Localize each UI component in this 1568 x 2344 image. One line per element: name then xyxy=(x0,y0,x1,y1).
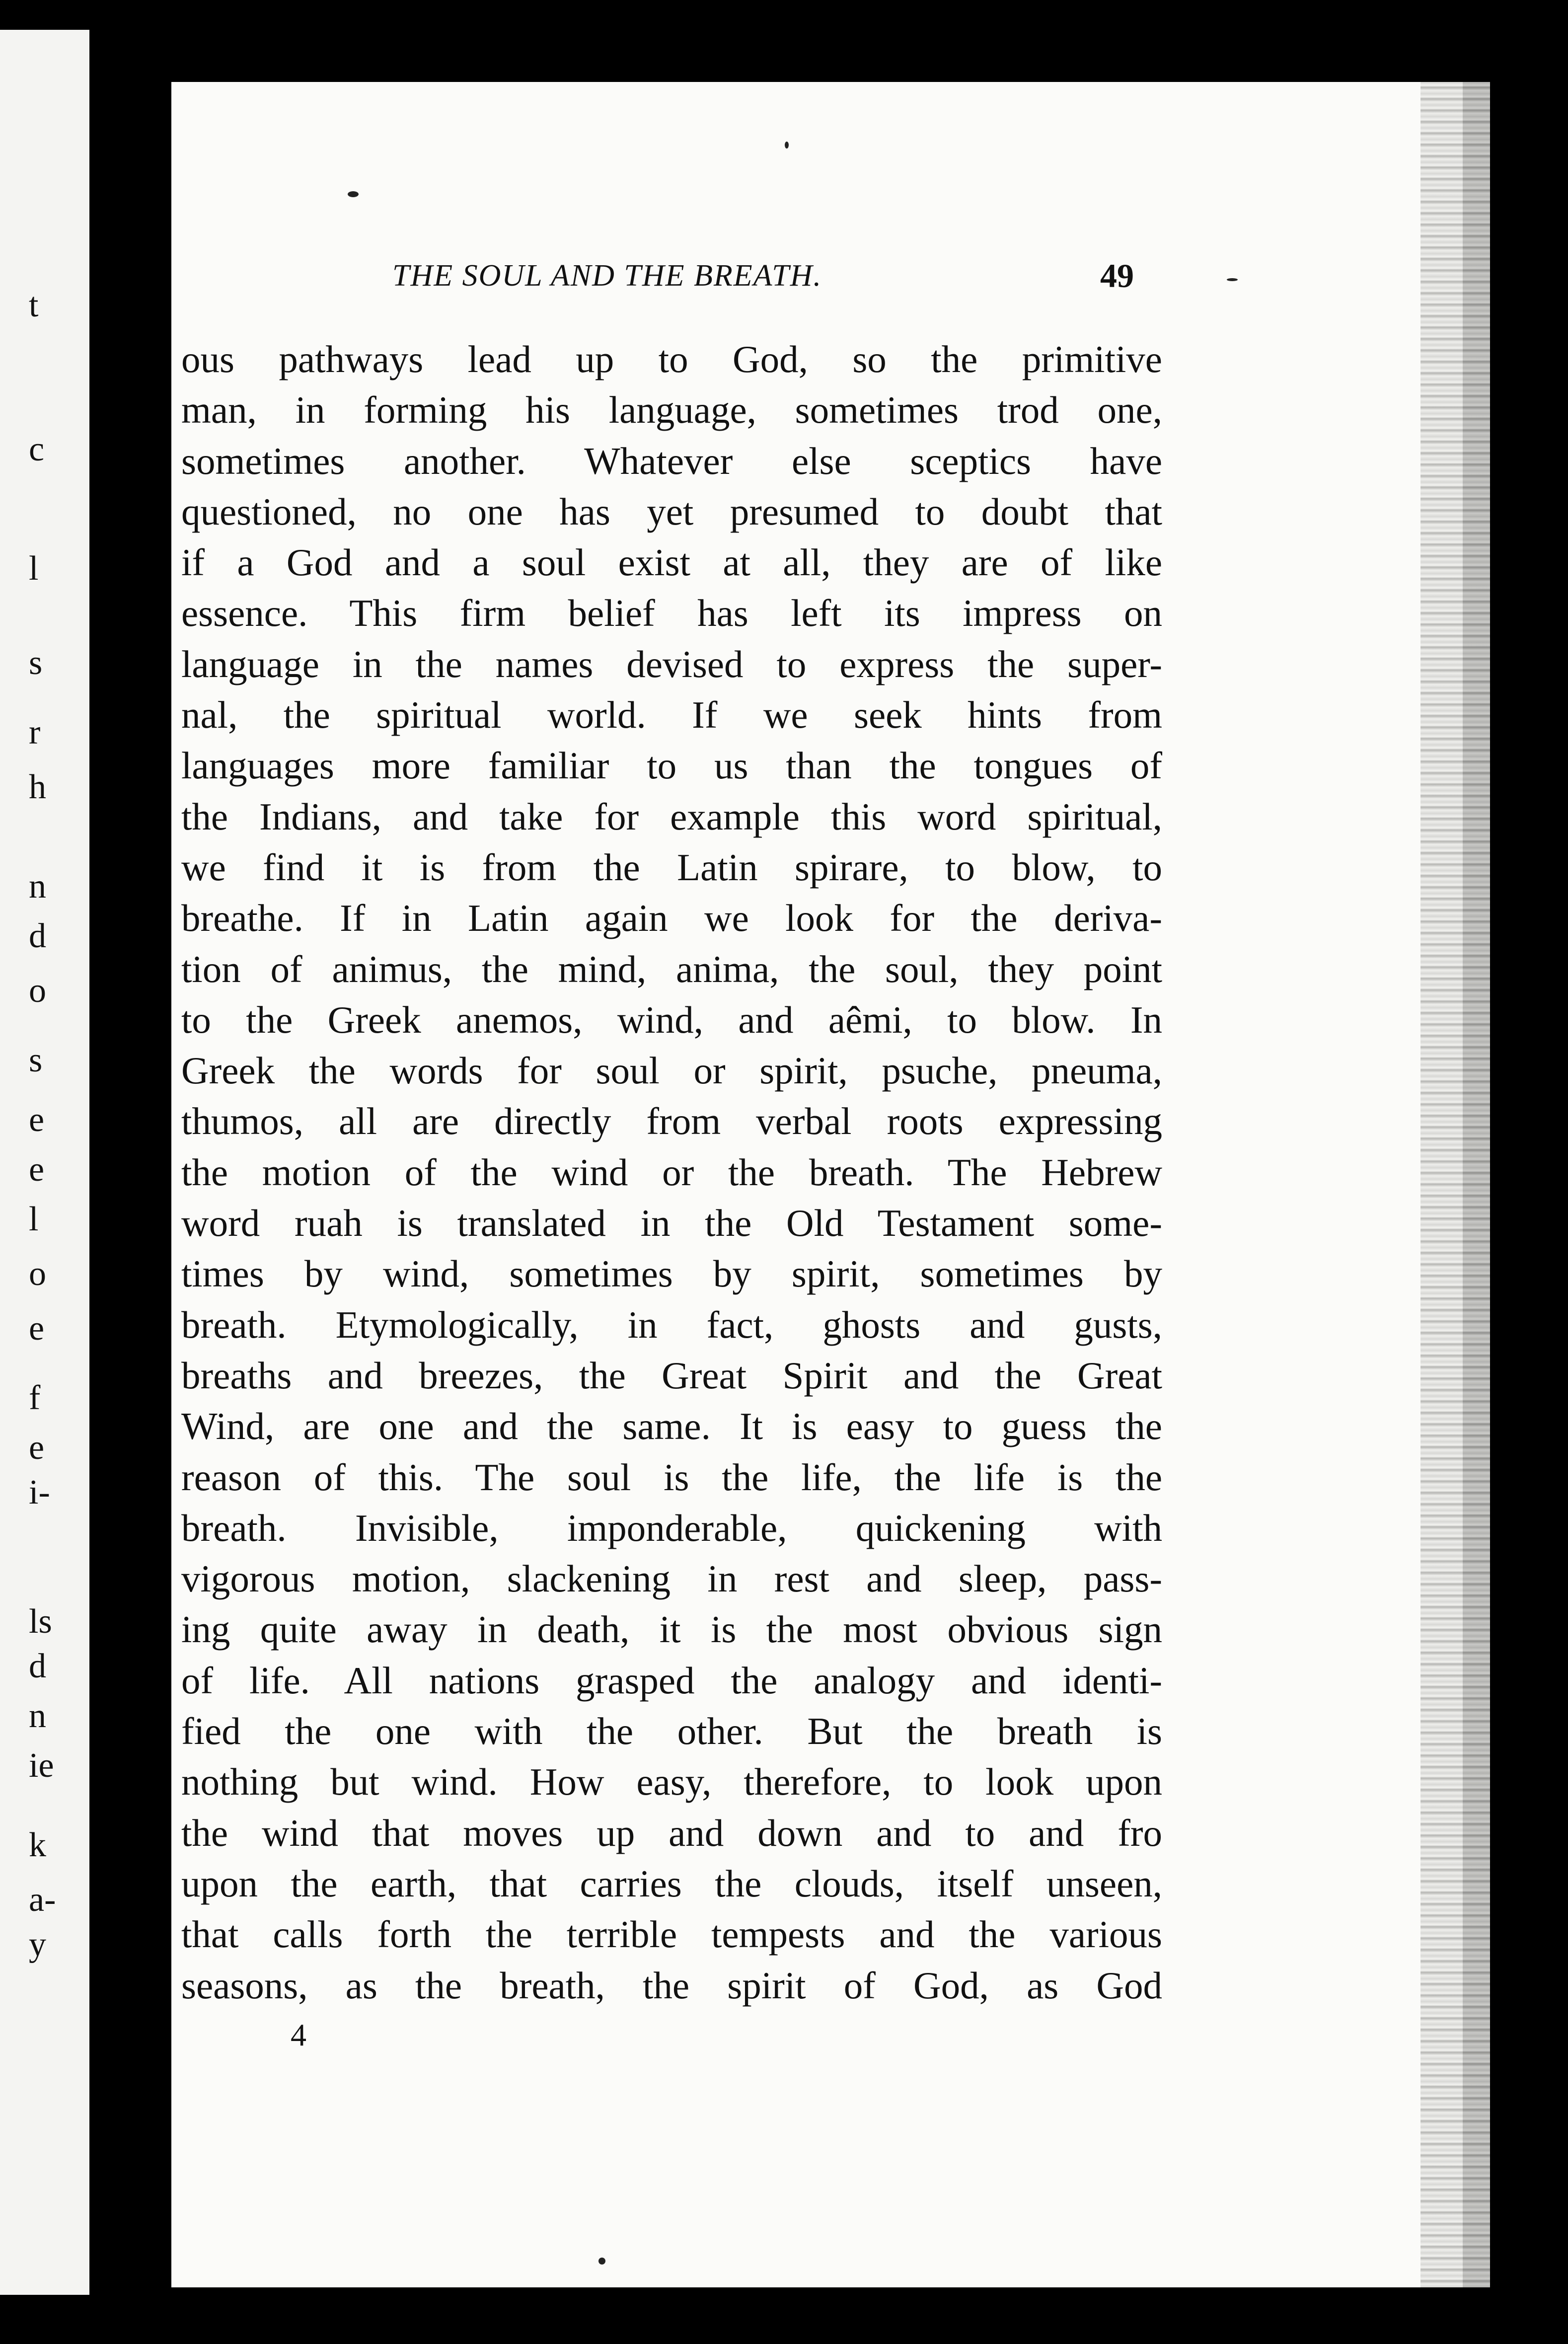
text-line: questioned, no one has yet presumed to doubt that xyxy=(181,490,1162,533)
text-line: we find it is from the Latin spirare, to blow, to xyxy=(181,845,1162,889)
facing-page-letter: ls xyxy=(29,1602,52,1641)
text-line: Greek the words for soul or spirit, psuche, pneuma, xyxy=(181,1049,1162,1092)
text-line: breath. Etymologically, in fact, ghosts and gusts, xyxy=(181,1303,1162,1346)
text-line: that calls forth the terrible tempests and the various xyxy=(181,1913,1162,1956)
facing-page-letter: e xyxy=(29,1150,45,1189)
text-line: the wind that moves up and down and to and fro xyxy=(181,1811,1162,1854)
text-line: reason of this. The soul is the life, the life is the xyxy=(181,1455,1162,1499)
text-line: thumos, all are directly from verbal roots expressing xyxy=(181,1100,1162,1143)
text-line: breath. Invisible, imponderable, quickening with xyxy=(181,1506,1162,1549)
text-line: ing quite away in death, it is the most obvious sign xyxy=(181,1608,1162,1651)
text-line: if a God and a soul exist at all, they are of like xyxy=(181,541,1162,584)
text-line: to the Greek anemos, wind, and aêmi, to blow. In xyxy=(181,998,1162,1041)
facing-page-letter: o xyxy=(29,972,46,1010)
body-text xyxy=(181,334,1162,2011)
text-line: times by wind, sometimes by spirit, sometimes by xyxy=(181,1252,1162,1295)
text-line: seasons, as the breath, the spirit of God, as God xyxy=(181,1964,1162,2007)
facing-page-letter: n xyxy=(29,1697,46,1735)
facing-page-letter: l xyxy=(29,549,39,588)
facing-page-letter: e xyxy=(29,1309,45,1348)
running-head: THE SOUL AND THE BREATH. xyxy=(392,259,822,293)
facing-page-letter: d xyxy=(29,917,46,955)
facing-page-fragment xyxy=(0,30,89,2295)
facing-page-letter: t xyxy=(29,286,39,324)
facing-page-letter: s xyxy=(29,644,43,682)
text-line: essence. This firm belief has left its impress on xyxy=(181,592,1162,635)
text-line: tion of animus, the mind, anima, the soul, they point xyxy=(181,947,1162,990)
text-line: the Indians, and take for example this word spiritual, xyxy=(181,795,1162,838)
binding-gutter xyxy=(89,0,174,2344)
facing-page-letter: i- xyxy=(29,1473,50,1512)
signature-mark: 4 xyxy=(291,2017,306,2052)
text-line: the motion of the wind or the breath. The Hebrew xyxy=(181,1150,1162,1194)
ink-speck xyxy=(348,191,359,197)
text-line: man, in forming his language, sometimes trod one, xyxy=(181,388,1162,432)
text-line: ous pathways lead up to God, so the primitive xyxy=(181,338,1162,380)
text-line: breathe. If in Latin again we look for the deriva- xyxy=(181,897,1162,940)
text-line: nothing but wind. How easy, therefore, to look upon xyxy=(181,1760,1162,1804)
facing-page-letter: k xyxy=(29,1826,46,1864)
facing-page-letter: a- xyxy=(29,1881,56,1919)
text-line: vigorous motion, slackening in rest and sleep, pass- xyxy=(181,1557,1162,1600)
page-edge-shadow xyxy=(1420,82,1490,2287)
text-line: sometimes another. Whatever else sceptics have xyxy=(181,439,1162,482)
page-number: 49 xyxy=(1100,257,1134,295)
facing-page-letter: l xyxy=(29,1200,39,1238)
text-line: nal, the spiritual world. If we seek hints from xyxy=(181,693,1162,737)
facing-page-letter: f xyxy=(29,1379,41,1417)
text-line: languages more familiar to us than the tongues of xyxy=(181,744,1162,787)
facing-page-letter: r xyxy=(29,713,41,752)
facing-page-letter: n xyxy=(29,867,46,906)
ink-speck xyxy=(785,142,789,149)
facing-page-letter: c xyxy=(29,430,45,468)
facing-page-letter: s xyxy=(29,1041,43,1079)
text-line: language in the names devised to express the super- xyxy=(181,642,1162,685)
facing-page-letter: ie xyxy=(29,1746,54,1785)
facing-page-letter: y xyxy=(29,1925,46,1964)
text-line: of life. All nations grasped the analogy and identi- xyxy=(181,1659,1162,1702)
text-line: upon the earth, that carries the clouds, itself unseen, xyxy=(181,1862,1162,1905)
text-line: word ruah is translated in the Old Testament some- xyxy=(181,1202,1162,1245)
facing-page-letter: d xyxy=(29,1647,46,1685)
facing-page-letter: o xyxy=(29,1255,46,1293)
facing-page-letter: e xyxy=(29,1429,45,1467)
text-line: breaths and breezes, the Great Spirit and the Great xyxy=(181,1354,1162,1397)
ink-speck xyxy=(598,2258,605,2265)
text-line: fied the one with the other. But the breath is xyxy=(181,1710,1162,1753)
facing-page-letter: e xyxy=(29,1101,45,1139)
ink-speck xyxy=(1227,278,1238,281)
text-line: Wind, are one and the same. It is easy to guess the xyxy=(181,1405,1162,1448)
facing-page-letter: h xyxy=(29,768,46,806)
